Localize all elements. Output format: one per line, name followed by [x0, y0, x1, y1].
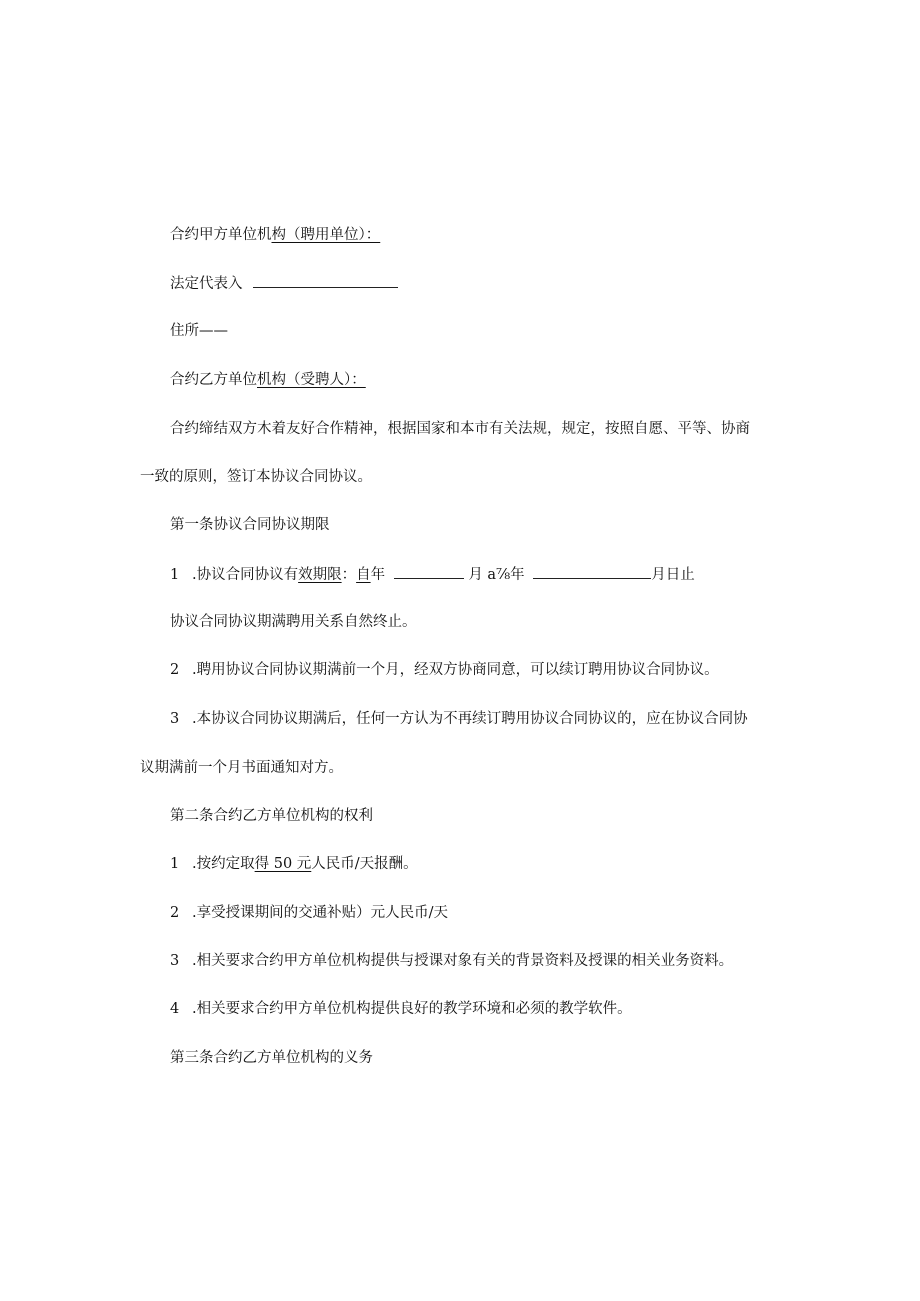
article2-item2: [140, 903, 820, 923]
article3-title-text: 第三条合约乙方单位机构的义务: [170, 1050, 373, 1066]
article1-item1-from: 自: [356, 567, 371, 583]
article1-item3-line1: [140, 709, 820, 729]
article1-item3-text-1: .本协议合同协议期满后，任何一方认为不再续订聘用协议合同协议的，应在协议合同协: [192, 711, 748, 727]
article2-title-text: 第二条合约乙方单位机构的权利: [170, 808, 373, 824]
item-number: 1: [170, 567, 180, 583]
item-number: 3: [170, 711, 180, 727]
article1-item2-text: .聘用协议合同协议期满前一个月，经双方协商同意，可以续订聘用协议合同协议。: [192, 662, 719, 678]
party-b-prefix: 合约乙方单位: [170, 372, 257, 388]
address-line: [140, 321, 820, 341]
party-b-line: [140, 370, 820, 390]
legal-rep-line: [140, 273, 820, 294]
month-blank: [394, 564, 464, 579]
article3-title: [140, 1048, 820, 1068]
article2-item3: [140, 951, 820, 971]
party-a-prefix: 合约甲方单位机: [170, 227, 272, 243]
legal-rep-blank: [253, 273, 398, 288]
end-date-blank: [533, 564, 651, 579]
article2-title: [140, 806, 820, 826]
party-b-underlined: 机构（受聘人）：: [257, 372, 366, 388]
item-number: 1: [170, 856, 180, 872]
article2-item1-amount: 得 50 元: [254, 856, 312, 872]
article1-item1-prefix: .协议合同协议有: [192, 567, 299, 583]
preamble-line-2: [140, 467, 790, 487]
article1-item3-text-2: 议期满前一个月书面通知对方。: [140, 760, 343, 776]
item-number: 2: [170, 905, 180, 921]
article2-item4: [140, 999, 820, 1019]
article1-item2: [140, 660, 820, 680]
article2-item4-text: .相关要求合约甲方单位机构提供良好的教学环境和必须的教学软件。: [192, 1001, 632, 1017]
article2-item2-text: .享受授课期间的交通补贴）元人民币/天: [192, 905, 448, 921]
article2-item1: [140, 854, 820, 874]
preamble-text-1: 合约缔结双方木着友好合作精神，根据国家和本市有关法规，规定，按照自愿、平等、协商: [170, 421, 750, 437]
legal-rep-label: 法定代表入: [170, 276, 243, 292]
party-a-line: [140, 225, 820, 245]
article1-item1-colon: ：: [341, 567, 357, 583]
article1-item1-end: 月日止: [651, 567, 695, 583]
article1-item1-term: 效期限: [298, 567, 342, 583]
item-number: 3: [170, 953, 180, 969]
article1-item1-cont-text: 协议合同协议期满聘用关系自然终止。: [170, 614, 417, 630]
article1-item1-year: 年: [370, 567, 386, 583]
article1-item1-month: 月 a⅞年: [468, 567, 525, 583]
article1-item3-line2: [140, 758, 790, 778]
party-a-underlined: 构（聘用单位）：: [271, 227, 381, 243]
article1-item1: [140, 564, 820, 585]
article2-item1-suffix: 人民币/天报酬。: [311, 856, 418, 872]
address-label: 住所——: [170, 323, 228, 339]
article1-title-text: 第一条协议合同协议期限: [170, 517, 330, 533]
article2-item3-text: .相关要求合约甲方单位机构提供与授课对象有关的背景资料及授课的相关业务资料。: [192, 953, 734, 969]
article2-item1-prefix: .按约定取: [192, 856, 255, 872]
article1-item1-cont: [140, 612, 820, 632]
preamble-line-1: [140, 419, 820, 439]
item-number: 2: [170, 662, 180, 678]
preamble-text-2: 一致的原则，签订本协议合同协议。: [140, 469, 372, 485]
article1-title: [140, 515, 820, 535]
item-number: 4: [170, 1001, 180, 1017]
